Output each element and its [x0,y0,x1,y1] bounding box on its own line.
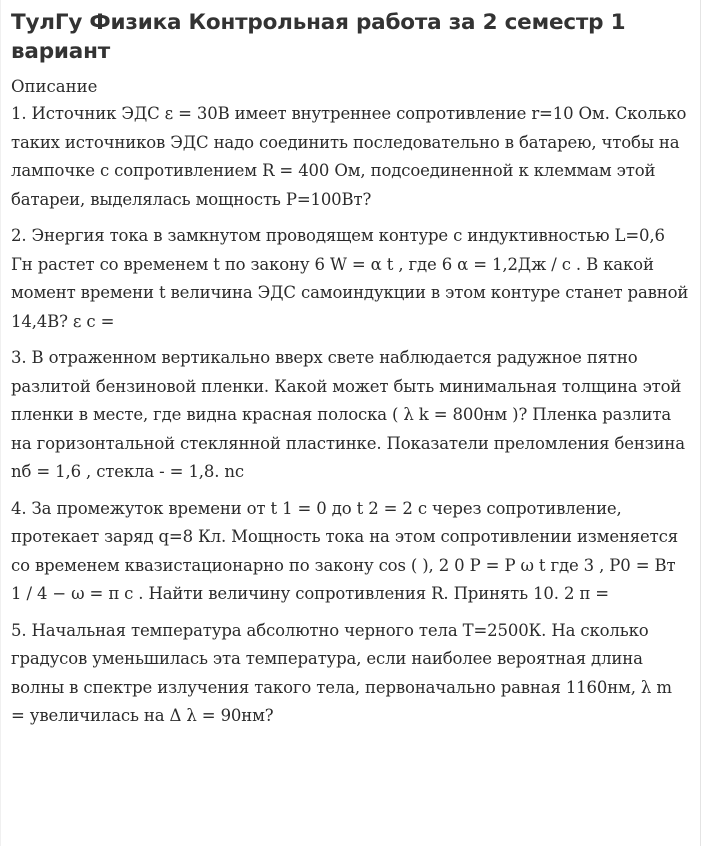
task-1: 1. Источник ЭДС ε = 30В имеет внутреннее сопротивление r=10 Ом. Сколько таких источников ЭДС надо соединить последовательно в батарею, чтобы на лампочке с сопротивлением R = 400 Ом, подсоединенной к клеммам этой батареи, выделялась мощность P=100Вт? [11,104,687,209]
task-5: 5. Начальная температура абсолютно черного тела T=2500К. На сколько градусов уменьшилась эта температура, если наиболее вероятная длина волны в спектре излучения такого тела, первоначально равная 1160нм, λ m = увеличилась на Δ λ = 90нм? [11,620,672,725]
task-3: 3. В отраженном вертикально вверх свете наблюдается радужное пятно разлитой бензиновой пленки. Какой может быть минимальная толщина этой пленки в месте, где видна красная полоска ( λ k = 800нм )? Пленка разлита на горизонтальной стеклянной пластинке. Показатели преломления бензина nб = 1,6 , стекла - = 1,8. nс [11,348,685,481]
description-label: Описание [11,77,98,96]
task-4: 4. За промежуток времени от t 1 = 0 до t 2 = 2 с через сопротивление, протекает заряд q=8 Кл. Мощность тока на этом сопротивлении изменяется со временем квазистационарно по закону cos ( ), 2 0 P = P ω t где 3 , P0 = Вт 1 / 4 − ω = π с . Найти величину сопротивления R. Принять 10. 2 π = [11,498,678,603]
page-title: ТулГу Физика Контрольная работа за 2 семестр 1 вариант [11,10,626,64]
task-2: 2. Энергия тока в замкнутом проводящем контуре с индуктивностью L=0,6 Гн растет со временем t по закону 6 W = α t , где 6 α = 1,2Дж / с . В какой момент времени t величина ЭДС самоиндукции в этом контуре станет равной 14,4В? ε с = [11,226,689,331]
